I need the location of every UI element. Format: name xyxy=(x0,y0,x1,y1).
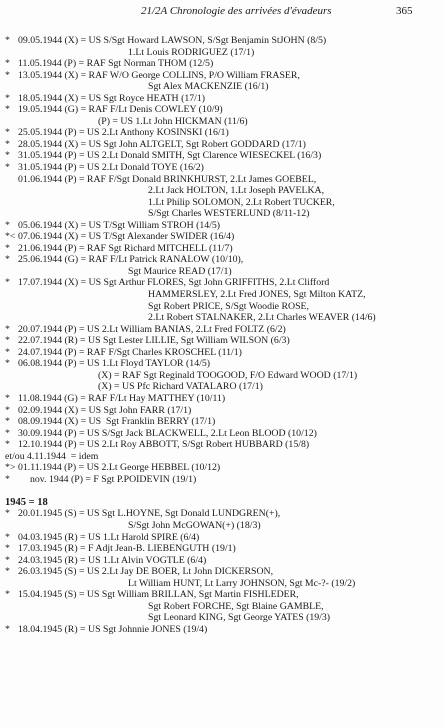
entry-text: S/Sgt John McGOWAN(+) (18/3) xyxy=(128,519,261,531)
arrival-entry xyxy=(0,289,443,301)
arrival-entry xyxy=(0,127,443,139)
entry-marker: * xyxy=(5,127,10,139)
entry-marker: *< xyxy=(5,231,16,243)
entry-text: (P) = US 1.Lt John HICKMAN (11/6) xyxy=(98,115,248,127)
entry-text: 18.04.1945 (R) = US Sgt Johnnie JONES (19/4) xyxy=(18,623,208,635)
entry-marker: * xyxy=(5,346,10,358)
entry-marker: * xyxy=(5,335,10,347)
entry-marker: * xyxy=(5,554,10,566)
entry-text: 18.05.1944 (X) = US Sgt Royce HEATH (17/1) xyxy=(18,92,206,104)
entry-text: Sgt Robert FORCHE, Sgt Blaine GAMBLE, xyxy=(148,600,324,612)
section-heading xyxy=(0,497,443,509)
arrival-entry xyxy=(0,162,443,174)
entry-text: HAMMERSLEY, 2.Lt Fred JONES, Sgt Milton KATZ, xyxy=(148,289,366,301)
entry-text: 17.07.1944 (X) = US Sgt Arthur FLORES, Sgt John GRIFFITHS, 2.Lt Clifford xyxy=(18,277,330,289)
entry-marker: * xyxy=(5,58,10,70)
page-number: 365 xyxy=(396,5,413,17)
entry-text: 01.06.1944 (P) = RAF F/Sgt Donald BRINKHURST, 2.Lt James GOEBEL, xyxy=(18,173,317,185)
entry-text: 02.09.1944 (X) = US Sgt John FARR (17/1) xyxy=(18,404,192,416)
entry-marker: * xyxy=(5,392,10,404)
arrival-entry xyxy=(0,312,443,324)
arrival-entry xyxy=(0,185,443,197)
entry-text: 17.03.1945 (R) = F Adjt Jean-B. LIEBENGUTH (19/1) xyxy=(18,543,236,555)
arrival-entry xyxy=(0,578,443,590)
entry-text: 2.Lt Robert STALNAKER, 2.Lt Charles WEAVER (14/6) xyxy=(148,312,376,324)
arrival-entry xyxy=(0,266,443,278)
entry-marker: * xyxy=(5,508,10,520)
entry-marker: * xyxy=(5,162,10,174)
entry-text: 21.06.1944 (P) = RAF Sgt Richard MITCHELL (11/7) xyxy=(18,242,233,254)
arrival-entry xyxy=(0,150,443,162)
entry-marker: * xyxy=(5,150,10,162)
entry-text: 22.07.1944 (R) = US Sgt Lester LILLIE, Sgt William WILSON (6/3) xyxy=(18,335,290,347)
entry-text: 1.Lt Philip SOLOMON, 2.Lt Robert TUCKER, xyxy=(148,196,335,208)
arrival-entry xyxy=(0,474,443,486)
entry-marker: * xyxy=(5,358,10,370)
entry-marker: * xyxy=(5,566,10,578)
entry-text: Sgt Alex MACKENZIE (16/1) xyxy=(148,81,269,93)
arrival-entry xyxy=(0,58,443,70)
entry-text: S/Sgt Charles WESTERLUND (8/11-12) xyxy=(148,208,310,220)
arrival-entry xyxy=(0,116,443,128)
arrival-entry xyxy=(0,358,443,370)
arrival-entry xyxy=(0,243,443,255)
entry-text: Sgt Maurice READ (17/1) xyxy=(128,265,232,277)
entry-text: Sgt Leonard KING, Sgt George YATES (19/3) xyxy=(148,612,331,624)
arrival-entry xyxy=(0,462,443,474)
entry-marker: * xyxy=(5,416,10,428)
arrival-entry xyxy=(0,220,443,232)
entry-marker: * xyxy=(5,69,10,81)
entry-text: 01.11.1944 (P) = US 2.Lt George HEBBEL (10/12) xyxy=(18,462,221,474)
entry-marker: * xyxy=(5,35,10,46)
arrival-entry xyxy=(0,70,443,82)
arrival-entry xyxy=(0,197,443,209)
entry-marker: *> xyxy=(5,462,16,474)
arrival-entry xyxy=(0,47,443,59)
entry-marker: * xyxy=(5,404,10,416)
arrival-entry xyxy=(0,393,443,405)
entry-text: 31.05.1944 (P) = US 2.Lt Donald TOYE (16/2) xyxy=(18,162,204,174)
arrival-entry xyxy=(0,428,443,440)
entry-text: 24.03.1945 (R) = US 1.Lt Alvin VOGTLE (6/4) xyxy=(18,554,207,566)
entry-text: 31.05.1944 (P) = US 2.Lt Donald SMITH, Sgt Clarence WIESECKEL (16/3) xyxy=(18,150,322,162)
entry-marker: * xyxy=(5,323,10,335)
entry-marker: * xyxy=(5,473,10,485)
entry-text: 07.06.1944 (X) = US T/Sgt Alexander SWIDER (16/4) xyxy=(18,231,235,243)
entry-text: et/ou 4.11.1944 = idem xyxy=(5,450,99,462)
entry-text: 05.06.1944 (X) = US T/Sgt William STROH (14/5) xyxy=(18,219,221,231)
entry-text: (X) = RAF Sgt Reginald TOOGOOD, F/O Edward WOOD (17/1) xyxy=(98,369,358,381)
running-title: 21/2A Chronologie des arrivées d'évadeurs xyxy=(141,5,332,17)
entry-marker: * xyxy=(5,531,10,543)
arrival-entry xyxy=(0,81,443,93)
arrival-entry xyxy=(0,347,443,359)
entry-text: Sgt Robert PRICE, S/Sgt Woodie ROSE, xyxy=(148,300,309,312)
arrival-entry xyxy=(0,254,443,266)
entry-text: 19.05.1944 (G) = RAF F/Lt Denis COWLEY (10/9) xyxy=(18,104,223,116)
entry-text: 25.05.1944 (P) = US 2.Lt Anthony KOSINSKI (16/1) xyxy=(18,127,229,139)
arrival-entry xyxy=(0,277,443,289)
page-header xyxy=(0,0,443,24)
entry-text: 2.Lt Jack HOLTON, 1.Lt Joseph PAVELKA, xyxy=(148,185,325,197)
entry-text: 08.09.1944 (X) = US Sgt Franklin BERRY (17/1) xyxy=(18,416,216,428)
arrival-entry xyxy=(0,370,443,382)
entry-marker: * xyxy=(5,277,10,289)
entry-marker: * xyxy=(5,104,10,116)
arrival-entry xyxy=(0,520,443,532)
entry-marker: * xyxy=(5,219,10,231)
arrival-entry xyxy=(0,566,443,578)
entry-text: 26.03.1945 (S) = US 2.Lt Jay DE BOER, Lt John DICKERSON, xyxy=(18,566,274,578)
entry-text: 12.10.1944 (P) = US 2.Lt Roy ABBOTT, S/Sgt Robert HUBBARD (15/8) xyxy=(18,439,310,451)
entry-text: 15.04.1945 (S) = US Sgt William BRILLAN, Sgt Martin FISHLEDER, xyxy=(18,589,299,601)
arrival-entry xyxy=(0,508,443,520)
entry-text: 28.05.1944 (X) = US Sgt John ALTGELT, Sgt Robert GODDARD (17/1) xyxy=(18,138,306,150)
arrival-entry xyxy=(0,104,443,116)
arrival-entry xyxy=(0,439,443,451)
arrivals-list xyxy=(0,35,443,635)
arrival-entry xyxy=(0,381,443,393)
entry-marker: * xyxy=(5,427,10,439)
entry-text: 25.06.1944 (G) = RAF F/Lt Patrick RANALOW (10/10), xyxy=(18,254,244,266)
arrival-entry xyxy=(0,405,443,417)
entry-marker: * xyxy=(5,543,10,555)
arrival-entry xyxy=(0,589,443,601)
entry-marker: * xyxy=(5,589,10,601)
entry-marker: * xyxy=(5,439,10,451)
arrival-entry xyxy=(0,231,443,243)
arrival-entry xyxy=(0,335,443,347)
entry-marker: * xyxy=(5,138,10,150)
arrival-entry xyxy=(0,174,443,186)
arrival-entry xyxy=(0,301,443,313)
entry-text: Lt William HUNT, Lt Larry JOHNSON, Sgt Mc-?- (19/2) xyxy=(128,577,356,589)
entry-text: 09.05.1944 (X) = US S/Sgt Howard LAWSON, S/Sgt Benjamin StJOHN (8/5) xyxy=(18,35,327,46)
entry-text: 13.05.1944 (X) = RAF W/O George COLLINS, P/O William FRASER, xyxy=(18,69,300,81)
arrival-entry xyxy=(0,35,443,47)
entry-text: 20.01.1945 (S) = US Sgt L.HOYNE, Sgt Donald LUNDGREN(+), xyxy=(18,508,281,520)
entry-text: 20.07.1944 (P) = US 2.Lt William BANIAS, 2.Lt Fred FOLTZ (6/2) xyxy=(18,323,286,335)
arrival-entry xyxy=(0,451,443,463)
arrival-entry xyxy=(0,93,443,105)
entry-marker: * xyxy=(5,92,10,104)
entry-text: 06.08.1944 (P) = US 1.Lt Floyd TAYLOR (14/5) xyxy=(18,358,210,370)
entry-text: 1.Lt Louis RODRIGUEZ (17/1) xyxy=(128,46,255,58)
arrival-entry xyxy=(0,324,443,336)
arrival-entry xyxy=(0,485,443,497)
arrival-entry xyxy=(0,601,443,613)
entry-text: (X) = US Pfc Richard VATALARO (17/1) xyxy=(98,381,263,393)
entry-text: 04.03.1945 (R) = US 1.Lt Harold SPIRE (6/4) xyxy=(18,531,200,543)
arrival-entry xyxy=(0,532,443,544)
arrival-entry xyxy=(0,624,443,636)
arrival-entry xyxy=(0,416,443,428)
entry-marker: * xyxy=(5,623,10,635)
entry-text: nov. 1944 (P) = F Sgt P.POIDEVIN (19/1) xyxy=(30,473,197,485)
entry-text: 11.08.1944 (G) = RAF F/Lt Hay MATTHEY (10/11) xyxy=(18,392,226,404)
entry-marker: * xyxy=(5,254,10,266)
entry-text: 24.07.1944 (P) = RAF F/Sgt Charles KROSCHEL (11/1) xyxy=(18,346,242,358)
arrival-entry xyxy=(0,612,443,624)
entry-marker: * xyxy=(5,242,10,254)
arrival-entry xyxy=(0,139,443,151)
arrival-entry xyxy=(0,555,443,567)
entry-text: 11.05.1944 (P) = RAF Sgt Norman THOM (12/5) xyxy=(18,58,214,70)
arrival-entry xyxy=(0,543,443,555)
entry-text: 1945 = 18 xyxy=(5,496,48,508)
entry-text: 30.09.1944 (P) = US S/Sgt Jack BLACKWELL, 2.Lt Leon BLOOD (10/12) xyxy=(18,427,317,439)
arrival-entry xyxy=(0,208,443,220)
